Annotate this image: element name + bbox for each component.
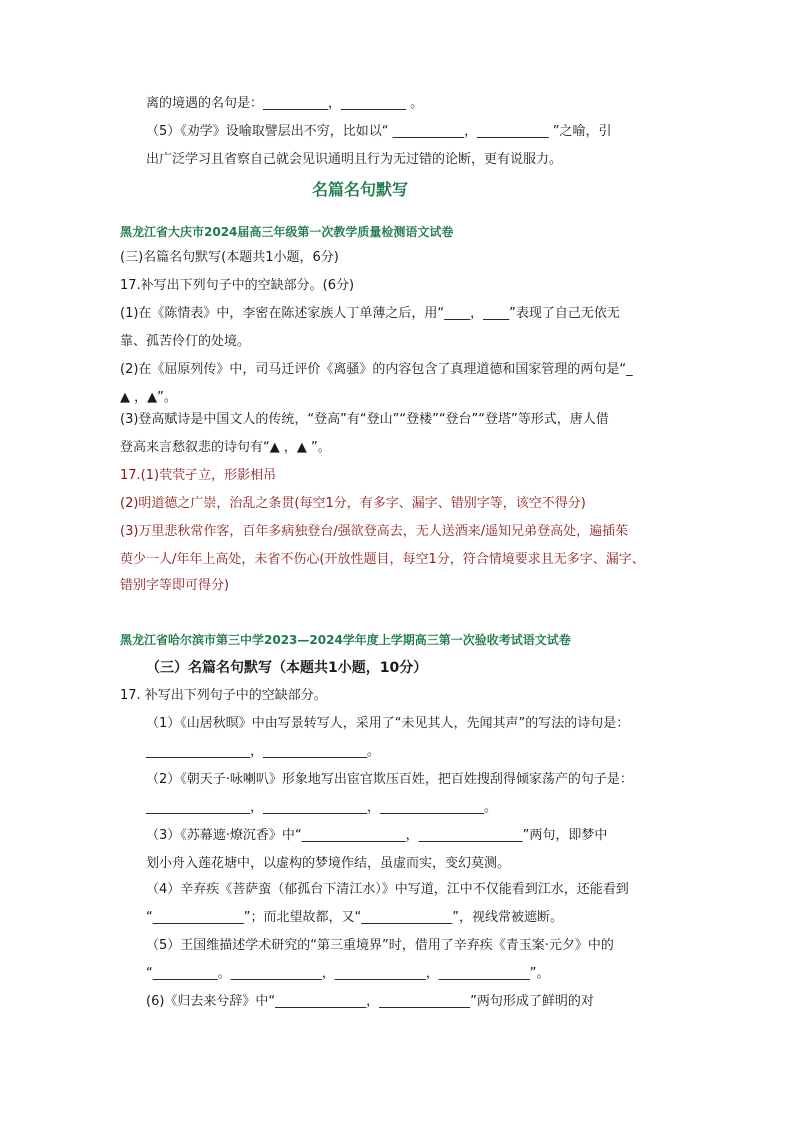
part2-item-5b: “__________。______________，______________，______________”。 [146, 966, 550, 981]
part1-item-2b: ▲ ，▲”。 [120, 390, 177, 405]
part2-item-3a: （3）《苏幕遮·燎沉香》中“________________，________________”两句，即梦中 [146, 828, 608, 843]
part2-item-2a: （2）《朝天子·咏喇叭》形象地写出宦官欺压百姓，把百姓搜刮得倾家荡产的句子是： [146, 772, 633, 787]
carryover-line-2: （5）《劝学》设喻取譬层出不穷，比如以“ ___________，___________ ”之喻，引 [146, 124, 612, 139]
part2-item-2b: ________________，________________，________________。 [146, 800, 497, 815]
part2-item-5a: （5）王国维描述学术研究的“第三重境界”时，借用了辛弃疾《青玉案·元夕》中的 [146, 938, 614, 953]
part1-answer-3a: (3)万里悲秋常作客，百年多病独登台/强欲登高去，无人送酒来/遥知兄弟登高处，遍插茱 [120, 524, 629, 539]
part1-item-3a: (3)登高赋诗是中国文人的传统，“登高”有“登山”“登楼”“登台”“登塔”等形式，唐人借 [120, 412, 609, 427]
part1-answer-2: (2)明道德之广崇，治乱之条贯(每空1分，有多字、漏字、错别字等，该空不得分) [120, 496, 586, 511]
part1-item-3b: 登高来言愁叙悲的诗句有“▲ ，▲ ”。 [120, 440, 331, 455]
part1-heading: (三)名篇名句默写(本题共1小题，6分) [120, 250, 339, 265]
part1-answer-3c: 错别字等即可得分) [120, 578, 230, 593]
carryover-line-3: 出广泛学习且省察自己就会见识通明且行为无过错的论断，更有说服力。 [146, 152, 563, 167]
part2-item-4b: “______________”；而北望故都，又“______________”，视线常被遮断。 [146, 910, 563, 925]
part1-item-1b: 靠、孤苦伶仃的处境。 [120, 334, 251, 349]
part2-item-1b: ________________，________________。 [146, 744, 381, 759]
part2-item-1a: （1）《山居秋暝》中由写景转写人，采用了“未见其人，先闻其声”的写法的诗句是： [146, 716, 630, 731]
part2-item-6a: (6)《归去来兮辞》中“______________，______________”两句形成了鲜明的对 [146, 994, 594, 1009]
section-title: 名篇名句默写 [312, 180, 409, 199]
part1-source: 黑龙江省大庆市2024届高三年级第一次教学质量检测语文试卷 [120, 225, 454, 239]
part2-source: 黑龙江省哈尔滨市第三中学2023—2024学年度上学期高三第一次验收考试语文试卷 [120, 633, 571, 647]
part1-answer-3b: 萸少一人/年年上高处，未省不伤心(开放性题目，每空1分，符合情境要求且无多字、漏字、 [120, 552, 645, 567]
part2-item-4a: （4）辛弃疾《菩萨蛮（郁孤台下清江水）》中写道，江中不仅能看到江水，还能看到 [146, 882, 629, 897]
part2-item-3b: 划小舟入莲花塘中，以虚构的梦境作结，虽虚而实，变幻莫测。 [146, 856, 511, 871]
part1-question-17: 17.补写出下列句子中的空缺部分。(6分) [120, 278, 355, 293]
part1-item-2a: (2)在《屈原列传》中，司马迁评价《离骚》的内容包含了真理道德和国家管理的两句是“_ [120, 362, 633, 377]
part2-question-17: 17. 补写出下列句子中的空缺部分。 [120, 688, 327, 703]
part2-heading: （三）名篇名句默写（本题共1小题，10分） [146, 660, 428, 676]
carryover-line-1: 离的境遇的名句是：__________，__________ 。 [146, 96, 424, 111]
part1-item-1a: (1)在《陈情表》中，李密在陈述家族人丁单薄之后，用“____，____”表现了自己无依无 [120, 306, 620, 321]
part1-answer-1: 17.(1)茕茕孑立，形影相吊 [120, 468, 277, 483]
